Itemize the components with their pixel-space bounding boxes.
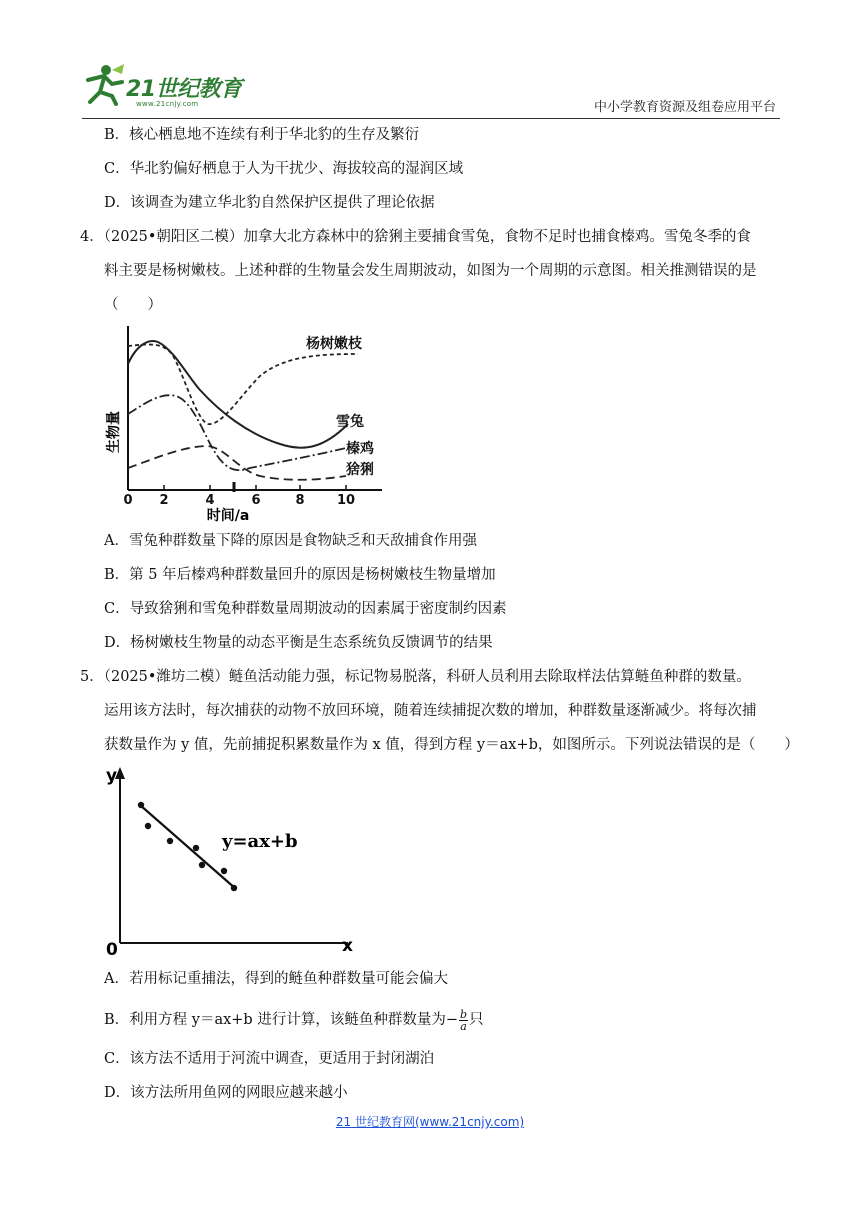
label-poplar: 杨树嫩枝 [306, 336, 362, 352]
poplar-curve [128, 344, 358, 424]
label-hare: 雪兔 [336, 414, 364, 430]
fraction-b-over-a [459, 1009, 468, 1032]
lynx-curve [128, 446, 346, 480]
footer-link[interactable]: 21 世纪教育网(www.21cnjy.com) [335, 1115, 525, 1129]
data-point [167, 838, 173, 844]
q3-option-b[interactable]: B．核心栖息地不连续有利于华北豹的生存及繁衍 [104, 127, 420, 143]
data-point [193, 845, 199, 851]
page-header [78, 62, 778, 120]
q4-option-c[interactable]: C．导致猞猁和雪兔种群数量周期波动的因素属于密度制约因素 [104, 601, 507, 617]
x-axis-title: 时间/a [206, 508, 250, 524]
grouse-curve [128, 395, 346, 470]
q5-stem-line2: 运用该方法时，每次捕获的动物不放回环境，随着连续捕捉次数的增加，种群数量逐渐减少。将每次捕 [104, 703, 757, 719]
data-point [138, 802, 144, 808]
x-tick-8: 8 [295, 493, 305, 508]
q4-biomass-figure [100, 320, 390, 525]
x-axis-label: x [342, 936, 353, 956]
q5-option-c[interactable]: C．该方法不适用于河流中调查，更适用于封闭湖泊 [104, 1051, 435, 1067]
data-point [145, 823, 151, 829]
y-axis-title: 生物量 [106, 411, 122, 453]
header-platform-text: 中小学教育资源及组卷应用平台 [593, 100, 776, 115]
runner-logo-icon [78, 62, 126, 106]
q5-stem-line1: 5．（2025•潍坊二模）鲢鱼活动能力强，标记物易脱落，科研人员利用去除取样法估算鲢鱼种群的数量。 [80, 669, 751, 685]
q4-stem-line1: 4．（2025•朝阳区二模）加拿大北方森林中的猞猁主要捕食雪兔，食物不足时也捕食榛鸡。雪兔冬季的食 [80, 229, 751, 245]
origin-label: 0 [106, 940, 118, 960]
y-axis-label: y [106, 766, 118, 786]
data-point [231, 885, 237, 891]
q3-option-d[interactable]: D．该调查为建立华北豹自然保护区提供了理论依据 [104, 195, 435, 211]
q5-stem-line3: 获数量作为 y 值，先前捕捉积累数量作为 x 值，得到方程 y＝ax+b，如图所示。下列说法错误的是（ ） [104, 737, 799, 753]
q5-option-b[interactable] [104, 1008, 484, 1032]
logo-subtext: www.21cnjy.com [136, 100, 199, 108]
label-lynx: 猞猁 [346, 462, 374, 478]
header-divider [82, 118, 780, 119]
x-tick-2: 2 [159, 493, 169, 508]
x-tick-10: 10 [336, 493, 356, 508]
q4-option-b[interactable]: B．第 5 年后榛鸡种群数量回升的原因是杨树嫩枝生物量增加 [104, 567, 496, 583]
fraction-numerator: b [459, 1007, 468, 1021]
q4-stem-line3: （ ） [104, 297, 162, 313]
x-tick-0: 0 [123, 493, 133, 508]
logo-text: 21世纪教育 [126, 77, 242, 102]
data-point [221, 868, 227, 874]
fraction-denominator: a [460, 1019, 467, 1033]
site-logo[interactable] [78, 62, 278, 114]
x-tick-4: 4 [205, 493, 215, 508]
q5-option-d[interactable]: D．该方法所用鱼网的网眼应越来越小 [104, 1085, 348, 1101]
equation-label: y=ax+b [222, 831, 298, 852]
q5-option-a[interactable]: A．若用标记重捕法，得到的鲢鱼种群数量可能会偏大 [104, 971, 448, 987]
q4-option-a[interactable]: A．雪兔种群数量下降的原因是食物缺乏和天敌捕食作用强 [104, 533, 477, 549]
q3-option-c[interactable]: C．华北豹偏好栖息于人为干扰少、海拔较高的湿润区域 [104, 161, 464, 177]
q4-option-d[interactable]: D．杨树嫩枝生物量的动态平衡是生态系统负反馈调节的结果 [104, 635, 493, 651]
q4-stem-line2: 料主要是杨树嫩枝。上述种群的生物量会发生周期波动，如图为一个周期的示意图。相关推测错误的是 [104, 263, 757, 279]
x-tick-6: 6 [251, 493, 261, 508]
q5-option-b-text: B．利用方程 y＝ax+b 进行计算，该鲢鱼种群数量为− [104, 1012, 458, 1028]
q5-regression-figure [100, 765, 365, 960]
q5-option-b-unit: 只 [469, 1012, 484, 1028]
label-grouse: 榛鸡 [346, 441, 374, 457]
hare-curve [128, 341, 348, 448]
data-point [199, 862, 205, 868]
